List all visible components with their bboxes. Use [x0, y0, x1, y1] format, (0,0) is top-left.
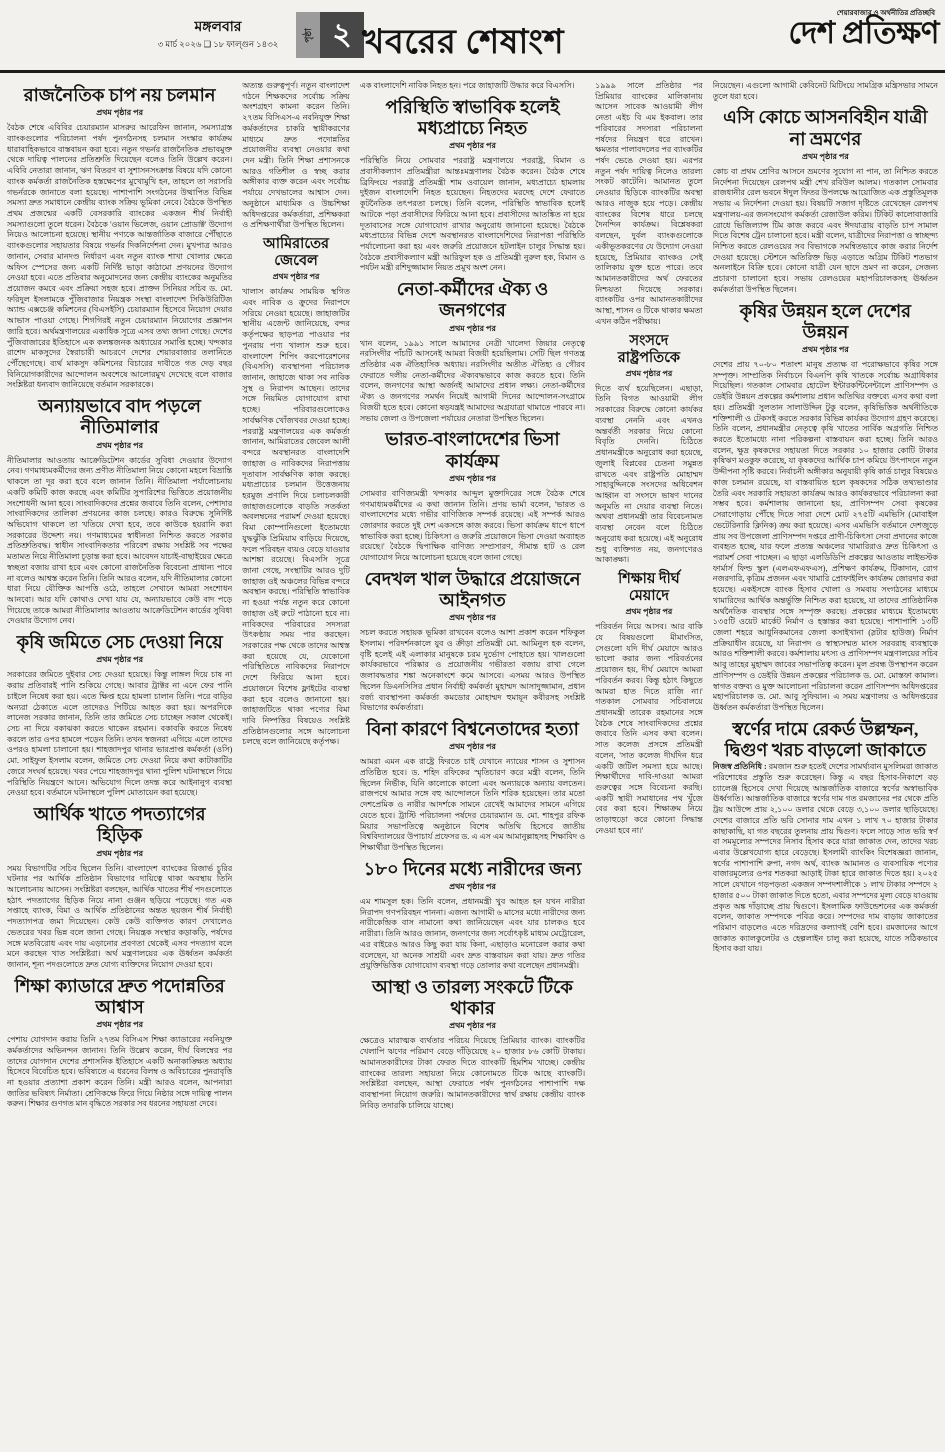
article-headline: শিক্ষায় দীর্ঘ মেয়াদে	[618, 570, 680, 605]
article-body: পরিবর্তন নিয়ে আসব। আর বাকি যে বিষয়গুলো মীমাংসিত, সেগুলো যদি দীর্ঘ মেয়াদে আরও ভালো করার জন্য পরিবর্তনের প্রয়োজন হয়, দীর্ঘ মেয়াদে আমরা পরিবর্তন করব। কিন্তু হঠাৎ কিছুতে আমরা হাত দিতে রাজি না।' গতকাল সোমবার সচিবালয়ে প্রধানমন্ত্রী তারেক রহমানের সঙ্গে বৈঠক শেষে সাংবাদিকদের প্রশ্নের জবাবে তিনি এসব কথা বলেন। সাত কলেজ প্রসঙ্গে প্রতিমন্ত্রী বলেন, 'সাত কলেজ দীর্ঘদিন ধরে একটি জটিল সমস্যা হয়ে আছে। শিক্ষার্থীদের দাবি-দাওয়া আমরা গুরুত্বের সঙ্গে বিবেচনা করছি। একটি স্থায়ী সমাধানের পথ খুঁজে বের করা হবে। শিক্ষাক্রম নিয়ে তাড়াহুড়ো করে কোনো সিদ্ধান্ত নেওয়া হবে না।'	[595, 622, 703, 835]
article-body: পরিস্থিতি নিয়ে সোমবার পররাষ্ট্র মন্ত্রণালয়ে পররাষ্ট্র, বিমান ও প্রবাসীকল্যাণ প্রতিমন্ত্রীরা আন্তঃমন্ত্রণালয় বৈঠক করেন। বৈঠক শেষে ব্রিফিংয়ে পররাষ্ট্র প্রতিমন্ত্রী শাম ওবায়েল জানান, মধ্যপ্রাচ্যে হামলায় দুইজন বাংলাদেশি নিহত হয়েছেন। নিহতদের মরদেহ দেশে ফেরাতে কূটনৈতিক তৎপরতা চলছে। তিনি বলেন, পরিস্থিতি স্বাভাবিক হলেই আটকে পড়া প্রবাসীদের ফিরিয়ে আনা হবে। প্রবাসীদের আতঙ্কিত না হয়ে দূতাবাসের সঙ্গে যোগাযোগ রাখার অনুরোধ জানানো হয়েছে। বৈঠকে মধ্যপ্রাচ্যের বিভিন্ন দেশে অবস্থানরত বাংলাদেশিদের নিরাপত্তা পরিস্থিতি পর্যালোচনা করা হয় এবং জরুরি প্রয়োজনে হটলাইন চালুর সিদ্ধান্ত হয়। বৈঠকে প্রবাসীকল্যাণ মন্ত্রী আরিফুল হক ও প্রতিমন্ত্রী নুরুল হক, বিমান ও পর্যটন মন্ত্রী রশিদুজ্জামান নিয়ত প্রমুখ অংশ নেন।	[359, 156, 586, 273]
page-word-box	[296, 12, 320, 58]
article	[713, 719, 938, 955]
column-lead-text: অত্যন্ত গুরুত্বপূর্ণ। নতুন বাংলাদেশ গঠনে শিক্ষকদের সর্বোচ্চ সক্রিয় অংশগ্রহণ কামনা করেন তিনি। ২৭তম বিসিএস-এ নবনিযুক্ত শিক্ষা কর্মকর্তাদের চাকরি স্থায়ীকরণের মাধ্যমে দ্রুত পদোন্নতির প্রয়োজনীয় ব্যবস্থা নেওয়ার কথা দেন মন্ত্রী। তিনি শিক্ষা প্রশাসনকে আরও গতিশীল ও স্বচ্ছ করার অঙ্গীকার ব্যক্ত করেন এবং সর্বোচ্চ পর্যায়ে দেখভালের আশ্বাস দেন। অনুষ্ঠানে মাধ্যমিক ও উচ্চশিক্ষা অধিদপ্তরের কর্মকর্তারা, প্রশিক্ষকরা ও প্রশিক্ষণার্থীরা উপস্থিত ছিলেন।	[242, 81, 350, 230]
continued-from-page1-label: প্রথম পৃষ্ঠার পর	[449, 323, 496, 333]
column-lead-text: নিয়েছেন। এগুলো আগামী কেবিনেট মিটিংয়ে সামগ্রিক মন্ত্রিসভার সামনে তুলে ধরা হবে।	[712, 81, 938, 101]
article	[713, 301, 938, 714]
continued-from-page1-label: প্রথম পৃষ্ঠার পর	[801, 151, 849, 161]
date-block	[148, 20, 288, 49]
article-body: দেশের প্রায় ৭০-৮০ শতাংশ মানুষ প্রত্যক্ষ বা পরোক্ষভাবে কৃষির সঙ্গে সম্পৃক্ত। সাম্প্রতিক নির্বাচনে বিএনপি কৃষি খাতকে সর্বোচ্চ অগ্রাধিকার দিয়েছিল। গতকাল সোমবার হোটেল ইন্টারকন্টিনেন্টালে প্রাণিসম্পদ ও ডেইরি উন্নয়ন প্রকল্পের কর্মশালায় প্রধান অতিথির বক্তব্যে এসব কথা বলা হয়। প্রতিমন্ত্রী সুলতান সালাউদ্দিন টুকু বলেন, কৃষিভিত্তিক অর্থনীতিকে শক্তিশালী ও টেকসই করতে সরকার বিভিন্ন কার্যকর উদ্যোগ গ্রহণ করেছে। তিনি বলেন, প্রধানমন্ত্রীর নেতৃত্বে কৃষি খাতের সার্বিক অগ্রগতি নিশ্চিত করতে ইতোমধ্যে নানা পরিকল্পনা বাস্তবায়ন করা হচ্ছে। তিনি আরও বলেন, ক্ষুদ্র কৃষকদের সহায়তা দিতে সরকার ১০ হাজার কোটি টাকার কৃষিঋণ মওকুফ করেছে, যা কৃষকদের আর্থিক চাপ কমিয়ে উৎপাদনে নতুন উদ্দীপনা সৃষ্টি করবে। নির্বাচনী অঙ্গীকার অনুযায়ী কৃষি কার্ড চালুর বিষয়েও কাজ চলমান রয়েছে, যা বাস্তবায়িত হলে কৃষকদের সঠিক তথ্যভাণ্ডার তৈরি এবং সরকারি সহায়তা কার্যক্রম আরও কার্যকরভাবে পরিচালনা করা সম্ভব হবে। কর্মশালায় জানানো হয়, প্রাণিসম্পদ সেবা কৃষকের সেরাগোড়ায় পৌঁছে দিতে সারা দেশে মোট ২৭৫টি এমভিসি (মোবাইল ভেটেরিনারি ক্লিনিক) ক্রয় করা হয়েছে। এসব এমভিসি বর্তমানে দেশজুড়ে প্রায় সব উপজেলা প্রাণিসম্পদ দপ্তরে প্রাণী-চিকিৎসা সেবা প্রদানের কাজে ব্যবহৃত হচ্ছে, যার ফলে প্রত্যন্ত অঞ্চলের খামারিরাও দ্রুত চিকিৎসা ও পরামর্শ সেবা পাচ্ছেন। এ ছাড়া এলডিডিপি প্রকল্পের আওতায় লাইভস্টক ফার্মার্স ফিল্ড স্কুল (এলএফএফএস), প্রশিক্ষণ কার্যক্রম, টিকাদান, রোগ নজরদারি, কৃত্রিম প্রজনন এবং খামারি প্রোফাইলিং কার্যক্রম জোরদার করা হয়েছে। একইসঙ্গে ব্যাংক হিসাব খোলা ও সমবায় সংগঠনের মাধ্যমে খামারিদের আর্থিক অন্তর্ভুক্তি নিশ্চিত করা হয়েছে, যা তাদের প্রাতিষ্ঠানিক অর্থনৈতিক ব্যবস্থার সঙ্গে সম্পৃক্ত করছে। প্রকল্পের মাধ্যমে ইতোমধ্যে ১৩৫টি ওয়েট মার্কেট নির্মাণ ও হস্তান্তর করা হয়েছে। পাশাপাশি ১৩টি জেলা শহরে আধুনিকমানের জেলা কসাইখানা (স্লটার হাউজ) নির্মাণ প্রক্রিয়াধীন রয়েছে, যা নিরাপদ ও স্বাস্থ্যসম্মত মাংস সরবরাহ ব্যবস্থাকে আরও শক্তিশালী করবে। কর্মশালায় মৎস্য ও প্রাণিসম্পদ মন্ত্রণালয়ের সচিব আবু তাহের মুহাম্মদ জাবের সভাপতিত্ব করেন। মূল প্রবন্ধ উপস্থাপন করেন প্রাণিসম্পদ ও ডেইরি উন্নয়ন প্রকল্পের পরিচালক ড. মো. মোস্তফা কামাল। স্বাগত বক্তব্য ও মুক্ত আলোচনা পরিচালনা করেন প্রাণিসম্পদ অধিদপ্তরের মহাপরিচালক ড. মো. আবু সুফিয়ান। এ সময় মন্ত্রণালয় ও অধিদপ্তরের ঊর্ধ্বতন কর্মকর্তারা উপস্থিত ছিলেন।	[712, 360, 938, 712]
article	[360, 977, 585, 1112]
paper-tagline: শেয়ারবাজার ও অর্থনীতির প্রতিচ্ছবি	[836, 9, 935, 17]
article-body: কোচ বা প্রথম শ্রেণির আসনে ভ্রমণের সুযোগ না পান, তা নিশ্চিত করতে নির্দেশনা দিয়েছেন রেলপথ মন্ত্রী শেখ রবিউল আলম। গতকাল সোমবার রাজধানীর রেল ভবনে ঈদুল ফিতর উপলক্ষে আয়োজিত এক প্রস্তুতিমূলক সভায় এ নির্দেশনা দেওয়া হয়। বিষয়টি সজাগ দৃষ্টিতে রেখেছেন রেলপথ মন্ত্রণালয়-এর জনসংযোগ কর্মকর্তা রেজাউল করিম। টিকিট কালোবাজারি রোধে ভিজিল্যান্স টিম কাজ করবে এবং ঈদযাত্রায় বাড়তি চাপ সামাল দিতে বিশেষ ট্রেন চালানো হবে। মন্ত্রী বলেন, যাত্রীদের নিরাপত্তা ও স্বাচ্ছন্দ্য নিশ্চিত করতে রেলওয়ের সব বিভাগকে সমন্বিতভাবে কাজ করার নির্দেশ দেওয়া হয়েছে। স্টেশনে অতিরিক্ত ভিড় এড়াতে অগ্রিম টিকিট শতভাগ অনলাইনে বিক্রি হবে। কোনো যাত্রী যেন ছাদে ভ্রমণ না করেন, সেজন্য প্রচারণা চালানো হবে। সভায় রেলওয়ের মহাপরিচালকসহ ঊর্ধ্বতন কর্মকর্তারা উপস্থিত ছিলেন।	[712, 166, 938, 294]
continued-from-page1-label: প্রথম পৃষ্ঠার পর	[272, 272, 320, 282]
column-right-block	[713, 80, 938, 1448]
article	[7, 396, 232, 627]
article	[7, 976, 232, 1111]
article	[360, 429, 585, 564]
article	[360, 279, 585, 424]
column-middle-block	[360, 80, 585, 1448]
page-number-emblem	[296, 12, 364, 58]
page-word-label: পৃষ্ঠা	[302, 27, 313, 43]
continued-from-page1-label: প্রথম পৃষ্ঠার পর	[96, 440, 144, 450]
paper-name: দেশ প্রতিক্ষণ	[788, 15, 939, 51]
article-headline: আর্থিক খাতে পদত্যাগের হিড়িক	[33, 804, 206, 846]
continued-from-page1-label: প্রথম পৃষ্ঠার পর	[449, 881, 496, 891]
continued-from-page1-label: প্রথম পৃষ্ঠার পর	[96, 1020, 144, 1030]
column-three	[242, 80, 350, 1448]
continued-from-page1-label: প্রথম পৃষ্ঠার পর	[801, 345, 849, 354]
article-headline: অন্যায়ভাবে বাদ পড়লে নীতিমালার	[38, 396, 201, 438]
article-headline: এসি কোচে আসনবিহীন যাত্রী না ভ্রমণের	[723, 107, 928, 149]
article-headline: বিনা কারণে বিশ্বনেতাদের হত্যা	[366, 719, 579, 740]
article-body: খান বলেন, ১৯৯১ সালে আমাদের নেত্রী খালেদা জিয়ার নেতৃত্বে নরসিংদীর পাঁচটি আসনেই আমরা বিজয়ী হয়েছিলাম। সেটি ছিল গণতন্ত্র প্রতিষ্ঠার এক ঐতিহাসিক অধ্যায়। নরসিংদীর অতীত ঐতিহ্য ও গৌরব ফেরাতে দলীয় নেতা-কর্মীদের ঐক্যবদ্ধভাবে কাজ করতে হবে। তিনি বলেন, জনগণের আস্থা অর্জনই আমাদের প্রধান লক্ষ্য। নেতা-কর্মীদের ঐক্য ও জনগণের সমর্থন নিয়েই আগামী দিনের আন্দোলন-সংগ্রামে বিজয়ী হতে হবে। কোনো ষড়যন্ত্রই আমাদের অগ্রযাত্রা থামাতে পারবে না। সভায় জেলা ও উপজেলা পর্যায়ের নেতারা উপস্থিত ছিলেন।	[359, 338, 586, 423]
section-title: খবরের শেষাংশ	[362, 24, 565, 61]
article-body: সোমবার বাণিজ্যমন্ত্রী খন্দকার আব্দুল মুক্তাদিরের সঙ্গে বৈঠক শেষে গণমাধ্যমকর্মীদের এ কথা জানান তিনি। প্রণয় ভার্মা বলেন, 'ভারত ও বাংলাদেশের মধ্যে গভীর বাণিজ্যিক সম্পর্ক রয়েছে। এই সম্পর্ক আরও জোরদার করতে দুই দেশ একসঙ্গে কাজ করবে। ভিসা কার্যক্রম ধাপে ধাপে স্বাভাবিক করা হচ্ছে। চিকিৎসা ও জরুরি প্রয়োজনে ভিসা দেওয়া অব্যাহত রয়েছে।' বৈঠকে দ্বিপাক্ষিক বাণিজ্য সম্প্রসারণ, সীমান্ত হাট ও রেল যোগাযোগ নিয়ে আলোচনা হয়েছে বলে জানা গেছে।	[359, 488, 586, 563]
continued-from-page1-label: প্রথম পৃষ্ঠার পর	[625, 368, 673, 378]
page-body	[7, 80, 938, 1448]
continued-from-page1-label: প্রথম পৃষ্ঠার পর	[96, 655, 144, 665]
article-headline: কৃষি জমিতে সেচ দেওয়া নিয়ে	[16, 632, 223, 653]
article	[360, 569, 585, 714]
continued-from-page1-label: প্রথম পৃষ্ঠার পর	[449, 141, 496, 151]
article-body: সময় বিভাগটির সচিব ছিলেন তিনি। বাংলাদেশ ব্যাংকের রিজার্ভ চুরির ঘটনার পর আর্থিক প্রতিষ্ঠান বিভাগের দায়িত্বে থাকা অবস্থায় তিনি আলোচনায় আসেন। সংশ্লিষ্টরা বলছেন, আর্থিক খাতের শীর্ষ পদগুলোতে হঠাৎ পদত্যাগের হিড়িক নিয়ে নানা গুঞ্জন ছড়িয়ে পড়েছে। গত এক সপ্তাহে ব্যাংক, বিমা ও আর্থিক প্রতিষ্ঠানের অন্তত ছয়জন শীর্ষ নির্বাহী পদত্যাগপত্র জমা দিয়েছেন। কেউ কেউ ব্যক্তিগত কারণ দেখালেও ভেতরের খবর ভিন্ন বলে জানা গেছে। নিয়ন্ত্রক সংস্থার কড়াকড়ি, পর্ষদের সঙ্গে মতবিরোধ এবং দায় এড়ানোর প্রবণতা থেকেই এসব পদত্যাগ বলে মনে করছেন খাত সংশ্লিষ্টরা। অর্থ মন্ত্রণালয়ের এক ঊর্ধ্বতন কর্মকর্তা জানান, শূন্য পদগুলোতে দ্রুত যোগ্য ব্যক্তিদের নিয়োগ দেওয়া হবে।	[7, 863, 233, 969]
article-body: খালাস কার্যক্রম সাময়িক স্থগিত এবং নাবিক ও ক্রুদের নিরাপদে সরিয়ে নেওয়া হয়েছে। জাহাজটির স্থানীয় এজেন্ট জানিয়েছে, বন্দর কর্তৃপক্ষের ছাড়পত্র পাওয়ার পর পুনরায় পণ্য খালাস শুরু হবে। বাংলাদেশ শিপিং করপোরেশনের (বিএসসি) ব্যবস্থাপনা পরিচালক জানান, জাহাজে থাকা সব নাবিক সুস্থ ও নিরাপদ আছেন। তাদের সঙ্গে নিয়মিত যোগাযোগ রাখা হচ্ছে। পরিবারগুলোকেও সার্বক্ষণিক খোঁজখবর দেওয়া হচ্ছে। পররাষ্ট্র মন্ত্রণালয়ের এক কর্মকর্তা জানান, আমিরাতের জেবেল আলী বন্দরে অবস্থানরত বাংলাদেশি জাহাজ ও নাবিকদের নিরাপত্তায় দূতাবাস সার্বক্ষণিক কাজ করছে। মধ্যপ্রাচ্যের চলমান উত্তেজনায় হরমুজ প্রণালি দিয়ে চলাচলকারী জাহাজগুলোকে বাড়তি সতর্কতা অবলম্বনের পরামর্শ দেওয়া হয়েছে। বিমা কোম্পানিগুলো ইতোমধ্যে যুদ্ধঝুঁকি প্রিমিয়াম বাড়িয়ে দিয়েছে, ফলে পরিবহন ব্যয়ও বেড়ে যাওয়ার আশঙ্কা রয়েছে। বিএসসি সূত্রে জানা গেছে, সংস্থাটির আরও দুটি জাহাজ ওই অঞ্চলের বিভিন্ন বন্দরে অবস্থান করছে। পরিস্থিতি স্বাভাবিক না হওয়া পর্যন্ত নতুন করে কোনো জাহাজ ওই রুটে পাঠানো হবে না। নাবিকদের পরিবারের সদস্যরা উৎকণ্ঠায় সময় পার করছেন। সরকারের পক্ষ থেকে তাদের আশ্বস্ত করা হয়েছে যে, যেকোনো পরিস্থিতিতে নাবিকদের নিরাপদে দেশে ফিরিয়ে আনা হবে। প্রয়োজনে বিশেষ ফ্লাইটের ব্যবস্থা করা হবে বলেও জানানো হয়। জাহাজটিতে থাকা পণ্যের বিমা দাবি নিষ্পত্তির বিষয়েও সংশ্লিষ্ট প্রতিষ্ঠানগুলোর সঙ্গে আলোচনা চলছে বলে জানিয়েছে কর্তৃপক্ষ।	[242, 287, 350, 747]
article-headline: আমিরাতের জেবেল	[263, 236, 330, 270]
article-headline: স্বর্ণের দামে রেকর্ড উল্লম্ফন, দ্বিগুণ খরচ বাড়লো জাকাতে	[724, 718, 927, 760]
article	[713, 107, 938, 295]
date-line: ৩ মার্চ ২০২৬ ❑ ১৮ ফাল্গুন ১৪৩২	[157, 38, 279, 49]
article-headline: পরিস্থিতি স্বাভাবিক হলেই মধ্যপ্রাচ্যে নিহত	[385, 96, 560, 138]
column-lead-text: এক বাংলাদেশি নাবিক নিহত হন। পরে জাহাজটি উদ্ধার করে বিএসসি।	[359, 81, 575, 90]
column-lead-text: ১৯৯৯ সালে প্রতিষ্ঠার পর প্রিমিয়ার ব্যাংকের মালিকানায় আসেন সাবেক আওয়ামী লীগ নেতা এইচ বি এম ইকবাল। তার পরিবারের সদস্যরা পরিচালনা পর্ষদের নিয়ন্ত্রণ ধরে রাখেন। ক্ষমতার পালাবদলের পর ব্যাংকটির পর্ষদ ভেঙে দেওয়া হয়। এরপর নতুন পর্ষদ দায়িত্ব নিলেও তারল্য সংকট কাটেনি। আমানত তুলে নেওয়ার হিড়িকে ব্যাংকটির অবস্থা আরও নাজুক হয়ে পড়ে। কেন্দ্রীয় ব্যাংকের বিশেষ ধারে চলছে দৈনন্দিন কার্যক্রম। বিশ্লেষকরা বলছেন, দুর্বল ব্যাংকগুলোকে একীভূতকরণের যে উদ্যোগ নেওয়া হয়েছে, প্রিমিয়ার ব্যাংকও সেই তালিকায় যুক্ত হতে পারে। তবে আমানতকারীদের অর্থ ফেরতের নিশ্চয়তা দিয়েছে সরকার। ব্যাংকটির ওপর আমানতকারীদের আস্থা, শাসন ও টিকে থাকার ক্ষমতা এখন কঠিন পরীক্ষায়।	[595, 81, 703, 326]
article	[242, 236, 350, 748]
article	[360, 97, 585, 274]
masthead	[0, 0, 945, 76]
masthead-rule	[0, 70, 945, 73]
article	[595, 571, 703, 837]
article-body: এম শামসুল হক। তিনি বলেন, প্রধানমন্ত্রী খুব আহত হন যখন নারীরা নিরাপদ গণপরিবহন পাননা। এজন্য আগামী ৬ মাসের মধ্যে নারীদের জন্য নারীকেন্দ্রিক বাস নামানো কথা জানিয়েছেন এবং যার চালকও হবে নারীরা। তিনি আরও জানান, জনগণের জন্য সর্বোৎকৃষ্ট মাধ্যম মেট্রোরেল, এর বাইরেও আরও কিছু করা যায় কিনা, এছাড়াও মনোরেল করার কথা বলেছেন, যা অনেক সাশ্রয়ী এবং দ্রুত বাস্তবায়ন করা যায়। দ্রুত গতির প্রযুক্তিভিত্তিক যোগাযোগ ব্যবস্থা গড়ে তোলার কথা বলেছেন প্রধানমন্ত্রী।	[359, 896, 586, 971]
article-body: পেশায় যোগদান করায় তিনি ২৭তম বিসিএস শিক্ষা ক্যাডারের নবনিযুক্ত কর্মকর্তাদের অভিনন্দন জানান। তিনি উল্লেখ করেন, দীর্ঘ বিলম্বের পর তাদের যোগদান দেশের প্রশাসনিক ইতিহাসে একটি অনাকাঙ্ক্ষিত অধ্যায় হিসেবে বিবেচিত হবে। ভবিষ্যতে এ ধরনের বিলম্ব ও অবিচারের পুনরাবৃত্তি না হওয়ার প্রত্যাশা প্রকাশ করেন তিনি। মন্ত্রী আরও বলেন, আপনারা জাতির ভবিষ্যৎ নির্মাতা। শ্রেণিকক্ষে ফিরে গিয়ে নিষ্ঠার সঙ্গে দায়িত্ব পালন করুন। শিক্ষার গুণগত মান বৃদ্ধিতে সরকার সব ধরনের সহায়তা দেবে।	[7, 1035, 233, 1109]
continued-from-page1-label: প্রথম পৃষ্ঠার পর	[96, 848, 144, 858]
page-number: ২	[332, 18, 352, 51]
article-headline: ভারত-বাংলাদেশের ভিসা কার্যক্রম	[385, 429, 560, 471]
continued-from-page1-label: প্রথম পৃষ্ঠার পর	[449, 742, 496, 752]
article-body: ক্ষেত্রেও মারাত্মক ব্যর্থতার পরিচয় দিয়েছে প্রিমিয়ার ব্যাংক। ব্যাংকটির খেলাপি ঋণের পরিমাণ বেড়ে দাঁড়িয়েছে ২০ হাজার ৮৬ কোটি টাকায়। আমানতকারীদের টাকা ফেরত দিতে ব্যাংকটি হিমশিম খাচ্ছে। কেন্দ্রীয় ব্যাংকের তারল্য সহায়তা নিয়ে কোনোমতে টিকে আছে ব্যাংকটি। সংশ্লিষ্টরা বলছেন, আস্থা ফেরাতে পর্ষদ পুনর্গঠনের পাশাপাশি দক্ষ ব্যবস্থাপনা নিয়োগ জরুরি। আমানতকারীদের স্বার্থ রক্ষায় কেন্দ্রীয় ব্যাংক নিবিড় তদারকি চালিয়ে যাচ্ছে।	[359, 1036, 586, 1110]
article-body: দিতে ব্যর্থ হয়েছিলেন। এছাড়া, তিনি বিগত আওয়ামী লীগ সরকারের বিরুদ্ধে কোনো কার্যকর ব্যবস্থা নেননি এবং এখনও অন্তর্বর্তী সরকার নিয়ে কোনো বিবৃতি দেননি। চিঠিতে প্রধানমন্ত্রীকে অনুরোধ করা হয়েছে, জুলাই বিপ্লবের চেতনা সমুন্নত রাখতে এবং রাষ্ট্রপতি মোহাম্মদ সাহাবুদ্দিনকে সংসদের অধিবেশন আহ্বান বা সংসদে ভাষণ দানের অনুমতি না দেয়ার ব্যবস্থা নিতে। অথবা প্রধানমন্ত্রী তার বিবেচনামত ব্যবস্থা নেবেন বলে চিঠিতে অনুরোধ করা হয়েছে। এই অনুরোধ শুধু ব্যক্তিগত নয়, জনগণেরও আকাঙ্ক্ষা।	[595, 383, 703, 565]
article	[360, 719, 585, 854]
article-headline: রাজনৈতিক চাপ নয় চলমান	[23, 85, 216, 105]
article-body: আমরা এমন এক রাষ্ট্রে ফিরতে চাই যেখানে ন্যায়ের শাসন ও সুশাসন প্রতিষ্ঠিত হবে। ড. শহিদ রফিকের স্মৃতিচারণ করে মন্ত্রী বলেন, তিনি ছিলেন নির্ভীক, যিনি কালোকে কালো এবং অন্যায়কে অন্যায় বলতেন। রাজপথে আমার সঙ্গে বহু আন্দোলনে তিনি শরিক হয়েছেন। তার মতো দেশপ্রেমিক ও নারীর আদর্শকে সামনে রেখেই আমাদের সামনে এগিয়ে যেতে হবে। ট্রাস্টি পরিচালনা পর্ষদের চেয়ারম্যান ড. মো. শাহপুর রফিক মিয়ার সভাপতিত্বে অনুষ্ঠানে বিশেষ অতিথি হিসেবে জাতীয় বিশ্ববিদ্যালয়ের উপাচার্য প্রফেসর ড. এ এস এম আমানুল্লাহসহ শিক্ষাবিদ ও শিক্ষার্থীরা উপস্থিত ছিলেন।	[359, 757, 586, 853]
article	[7, 85, 232, 391]
article-body: নীতিমালার আওতায় আক্রেডিটেশন কার্ডের সুবিধা দেওয়ার উদ্যোগ নেব। গণমাধ্যমকর্মীদের জন্য প্রণীত নীতিমালা নিয়ে কোনো মহলে বিভ্রান্তি থাকলে তা দূর করা হবে বলে জানান তিনি। নীতিমালা পর্যালোচনায় একটি কমিটি কাজ করছে এবং কমিটির সুপারিশের ভিত্তিতে প্রয়োজনীয় সংশোধনী আনা হবে। সাংবাদিকদের প্রশ্নের জবাবে তিনি বলেন, পেশাদার সাংবাদিকদের তালিকা প্রণয়নের কাজ চলছে। কারও বিরুদ্ধে সুনির্দিষ্ট অভিযোগ থাকলে তা খতিয়ে দেখা হবে, তবে কাউকে হয়রানি করা সরকারের উদ্দেশ্য নয়। গণমাধ্যমের স্বাধীনতা নিশ্চিত করতে সরকার প্রতিশ্রুতিবদ্ধ। স্বাধীন সাংবাদিকতার পরিবেশ রক্ষায় সংশ্লিষ্ট সব পক্ষের মতামত নিয়ে নীতিমালা চূড়ান্ত করা হবে। আবেদন যাচাই-বাছাইয়ের ক্ষেত্রে স্বচ্ছতা বজায় রাখা হবে এবং কোনো রাজনৈতিক বিবেচনা প্রাধান্য পাবে না বলেও আশ্বস্ত করেন তিনি। তিনি আরও বলেন, যদি নীতিমালার কোনো ধারা নিয়ে যৌক্তিক আপত্তি ওঠে, তাহলে সেখানে আমরা সংশোধন আনবো। আর যদি কোথাও দেখা যায় যে, অন্যায়ভাবে কেউ বাদ পড়ে গিয়েছে তাকে আমরা নীতিমালার আওতায় আক্রেডিটেশন কার্ডের সুবিধা দেওয়ার উদ্যোগ নেব।	[7, 455, 233, 626]
byline: নিজস্ব প্রতিনিধি :	[712, 762, 769, 772]
article-body: নিজস্ব প্রতিনিধি : রমজান শুরু হতেই দেশের সামর্থ্যবান মুসলিমরা জাকাত পরিশোধের প্রস্তুতি শুরু করেছেন। কিন্তু এ বছর হিসাব-নিকাশে বড় চ্যালেঞ্জ হিসেবে দেখা দিয়েছে আন্তর্জাতিক বাজারে স্বর্ণের অস্বাভাবিক ঊর্ধ্বগতি। আন্তর্জাতিক বাজারে স্বর্ণের দাম গত রমজানের পর থেকে প্রতি ট্রয় আউন্সে প্রায় ২,১০০ ডলার থেকে বেড়ে ৩,১০০ ডলার ছাড়িয়েছে। দেশের বাজারে প্রতি ভরি সোনার দাম এখন ১ লাখ ৭০ হাজার টাকার কাছাকাছি, যা গত বছরের তুলনায় প্রায় দ্বিগুণ। ফলে সাড়ে সাত ভরি স্বর্ণ বা সমমূল্যের সম্পদের নিসাব হিসাব করে যারা জাকাত দেন, তাদের খরচ এবার উল্লেখযোগ্য হারে বেড়েছে। ইসলামী ব্যাংকিং বিশেষজ্ঞরা জানান, স্বর্ণের পাশাপাশি রুপা, নগদ অর্থ, ব্যাংক আমানত ও ব্যবসায়িক পণ্যের বাজারমূল্যের ওপর শতকরা আড়াই টাকা হারে জাকাত দিতে হয়। ২০২৫ সালে যেখানে গড়পড়তা একজন সম্পদশালীকে ১ লাখ টাকার সম্পদে ২ হাজার ৫০০ টাকা জাকাত দিতে হতো, এবার সম্পদের মূল্য বেড়ে যাওয়ায় প্রকৃত অঙ্ক দাঁড়াচ্ছে প্রায় দ্বিগুণে। ইসলামিক ফাউন্ডেশনের এক কর্মকর্তা বলেন, জাকাত সম্পদকে পবিত্র করে। সম্পদের দাম বাড়ায় জাকাতের পরিমাণ বাড়লেও এতে দরিদ্রদের কল্যাণই বেশি হবে। রমজানের আগে জাকাত ক্যালকুলেটর ও হেল্পলাইন চালু করা হয়েছে, যাতে সঠিকভাবে হিসাব করা যায়।	[712, 762, 938, 954]
continued-from-page1-label: প্রথম পৃষ্ঠার পর	[449, 613, 496, 623]
article-body: সরকারের জমিতে দুইবার সেচ দেওয়া হয়েছে। কিন্তু লাঙ্গল দিয়ে চাষ না করায় প্রতিবারই পানি শুকিয়ে গেছে। আবার ট্রাক্টর না এনে ফের পানি চাইলে নিষেধ করা হয়। এতে ক্ষিপ্ত হয়ে হামলা চালান তিনি। পরে বাড়ির অন্যরা ঠেকাতে এলে তাদেরও পিটিয়ে আহত করা হয়। অপরদিকে লানেজ সরকার জানান, তিনি তার জমিতে সেচ চাচ্ছেন সকাল থেকেই। সেচ না দিয়ে বকাঝকা করতে থাকেন রহমান। বকাবকি করতে নিষেধ করলে তার ওপর হামলে পড়েন তিনি। তখন স্বজনরা এগিয়ে এলে তাদের ওপরও হামলা চালানো হয়। শাহজাদপুর থানার ভারপ্রাপ্ত কর্মকর্তা (ওসি) মো. সাইফুল ইসলাম বলেন, জমিতে সেচ দেওয়া নিয়ে কথা কাটাকাটির জেরে সংঘর্ষ হয়েছে। খবর পেয়ে শাহজাদপুর থানা পুলিশ ঘটনাস্থলে গিয়ে পরিস্থিতি নিয়ন্ত্রণে আনে। অভিযোগ দিলে তদন্ত করে আইনানুগ ব্যবস্থা নেওয়া হবে। বর্তমানে ঘটনাস্থলে পুলিশ মোতায়েন করা হয়েছে।	[7, 670, 233, 798]
weekday-label: মঙ্গলবার	[194, 20, 242, 35]
article	[595, 333, 703, 566]
article-headline: ১৮০ দিনের মধ্যে নারীদের জন্য	[363, 858, 582, 879]
article-headline: নেতা-কর্মীদের ঐক্য ও জনগণের	[396, 279, 549, 321]
article-headline: বেদখল খাল উদ্ধারে প্রয়োজনে আইনগত	[364, 568, 581, 611]
article-body: সচল করতে সহায়ক ভূমিকা রাখবেন বলেও আশা প্রকাশ করেন শফিকুল ইসলাম। পরিদর্শনকালে যুব ও ক্রীড়া প্রতিমন্ত্রী মো. আমিনুল হক বলেন, বৃষ্টি হলেই এই এলাকার মানুষকে চরম দুর্ভোগ পোহাতে হয়। খালগুলো কার্যকরভাবে পরিষ্কার ও প্রয়োজনীয় গভীরতা বজায় রাখা গেলে জলাবদ্ধতার শঙ্কা অনেকাংশে কমে আসবে। এসময় আরও উপস্থিত ছিলেন ডিএনসিসির প্রধান নির্বাহী কর্মকর্তা মুহাম্মদ আসাদুজ্জামান, প্রধান বর্জ্য ব্যবস্থাপনা কর্মকর্তা কমডোর মোহাম্মদ হুমায়ূন কবীরসহ সংশ্লিষ্ট বিভাগের কর্মকর্তারা।	[359, 628, 586, 713]
column-six	[595, 80, 703, 1448]
article-headline: কৃষির উন্নয়ন হলে দেশের উন্নয়ন	[739, 300, 912, 342]
page-number-box	[320, 12, 364, 58]
column-left-block	[7, 80, 232, 1448]
continued-from-page1-label: প্রথম পৃষ্ঠার পর	[96, 108, 144, 118]
article-headline: আস্থা ও তারল্য সংকটে টিকে থাকার	[372, 977, 573, 1019]
continued-from-page1-label: প্রথম পৃষ্ঠার পর	[449, 1021, 496, 1031]
continued-from-page1-label: প্রথম পৃষ্ঠার পর	[449, 473, 496, 483]
continued-from-page1-label: প্রথম পৃষ্ঠার পর	[625, 607, 673, 617]
paper-logo	[788, 10, 939, 50]
article	[360, 859, 585, 972]
article	[7, 804, 232, 971]
article-headline: সংসদে রাষ্ট্রপতিকে	[617, 332, 681, 366]
article	[7, 632, 232, 799]
article-body: বৈঠক শেষে এবিবির চেয়ারম্যান মাসরুর আরেফিন জানান, সমস্যাগ্রস্ত ব্যাংকগুলোর পরিচালনা পর্ষদ পুনর্গঠনসহ চলমান সংস্কার কার্যক্রম ধারাবাহিকভাবে বাস্তবায়ন করা হবে। নতুন গভর্নর রাজনৈতিক প্রভাবমুক্ত থেকে দায়িত্ব পালনের প্রতিশ্রুতি দিয়েছেন বলেও তিনি উল্লেখ করেন। এবিবি নেতারা জানান, ঋণ বিতরণ বা সুশাসনসংক্রান্ত বিষয়ে যদি কোনো ব্যাংক কর্মকর্তা রাজনৈতিক হস্তক্ষেপের মুখোমুখি হন, তাহলে তা সরাসরি গভর্নরকে জানাতে বলা হয়েছে। পাশাপাশি সংগঠনের উত্থাপিত বিভিন্ন সমস্যা দ্রুত সমাধানে কেন্দ্রীয় ব্যাংক সক্রিয় ভূমিকা নেবে। বৈঠকে উপস্থিত প্রথম প্রজন্মের একটি বেসরকারি ব্যাংকের একজন শীর্ষ নির্বাহী সমস্যাগুলো তুলে ধরেন। বৈঠকে 'ওয়ান ভিলেজ, ওয়ান প্রোডাক্ট' উদ্যোগ নিয়েও আলোচনা হয়েছে। স্থানীয় পণ্যকে আন্তর্জাতিক বাজারে পৌঁছাতে ব্যাংকগুলোর সহায়তার বিষয়ে গভর্নর দিকনির্দেশনা দেন। মুখপাত্র আরও জানান, সেবার মানদণ্ড নির্ধারণ এবং নতুন ব্যাংক শাখা খোলার ক্ষেত্রে অফিস স্পেসের জন্য একটি নির্দিষ্ট ভাড়া কাঠামো প্রণয়নের উদ্যোগ নেওয়া হবে। এতে প্রতিবার অনুমোদনের জন্য কেন্দ্রীয় ব্যাংকের অনুমতির প্রয়োজন কমবে এবং প্রক্রিয়া সহজ হবে। প্রাক্তন সিনিয়র সচিব ড. মো. ফরিদুল ইসলামকে পুঁজিবাজার নিয়ন্ত্রক সংস্থা বাংলাদেশ সিকিউরিটিজ অ্যান্ড এক্সচেঞ্জ কমিশনের (বিএসইসি) চেয়ারম্যান হিসেবে নিয়োগ দেয়ার আভাস পাওয়া গেছে। শিগগিরই নতুন চেয়ারম্যান নিয়োগের প্রজ্ঞাপন জারি হবে। অর্থমন্ত্রণালয়ের একাধিক সূত্রে এসব তথ্য জানা গেছে। দেশের পুঁজিবাজারের ইতিহাসে এক কলঙ্কজনক অধ্যায়ের সমাপ্তি হচ্ছে। খন্দকার রাশেদ মাকসুদের স্বৈরাচারী আচরণে দেশের শেয়ারবাজার তলানিতে পৌঁছেগেছে। ব্যর্থ মাকসুদ কমিশনের বিচারের দাবীতে গত দেড় বছর বিনিয়োগকারীদের আন্দোলন অবশেষে আলোরমুখ দেখেছে বলে বাজার সংশ্লিষ্টরা ধন্যবাদ জানিয়েছে বর্তমান সরকারকে।	[7, 123, 233, 390]
article-headline: শিক্ষা ক্যাডারে দ্রুত পদোন্নতির আশ্বাস	[14, 975, 225, 1017]
